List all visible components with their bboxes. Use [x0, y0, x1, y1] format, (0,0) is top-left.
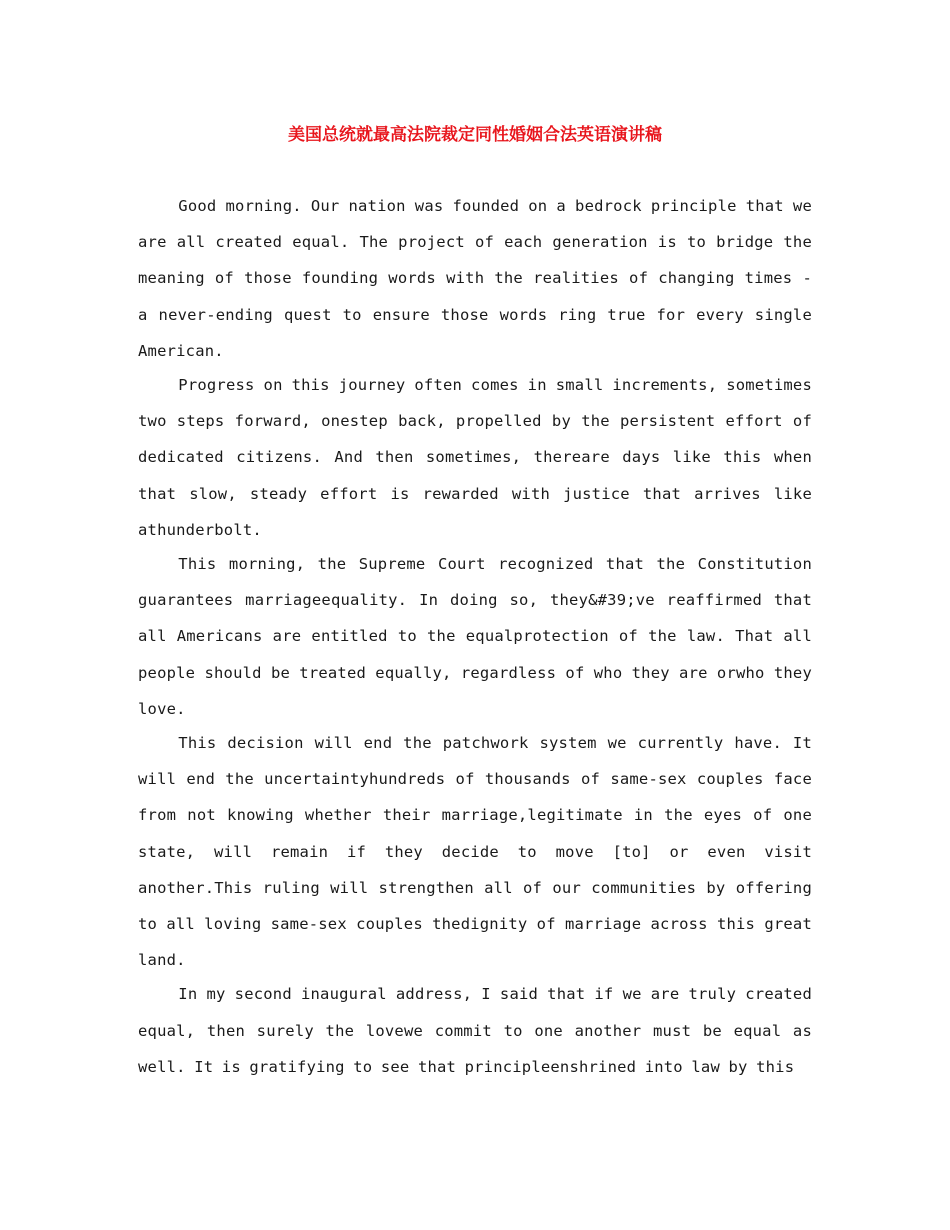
paragraph: Good morning. Our nation was founded on a bedrock principle that we are all created equal. The project of each generation is to bridge the meaning of those founding words with the realities of changing times - a never-ending quest to ensure those words ring true for every single American. [138, 197, 812, 360]
document-body [138, 188, 812, 1083]
document-title: 美国总统就最高法院裁定同性婚姻合法英语演讲稿 [288, 125, 662, 145]
paragraph: In my second inaugural address, I said that if we are truly created equal, then surely the lovewe commit to one another must be equal as well. It is gratifying to see that principleenshrined into law by this [138, 985, 812, 1076]
paragraph: This morning, the Supreme Court recognized that the Constitution guarantees marriageequality. In doing so, they&#39;ve reaffirmed that all Americans are entitled to the equalprotection of the law. That all people should be treated equally, regardless of who they are orwho they love. [138, 555, 812, 718]
paragraph: This decision will end the patchwork system we currently have. It will end the uncertaintyhundreds of thousands of same-sex couples face from not knowing whether their marriage,legitimate in the eyes of one state, will remain if they decide to move [to] or even visit another.This ruling will strengthen all of our communities by offering to all loving same-sex couples thedignity of marriage across this great land. [138, 734, 812, 970]
paragraph: Progress on this journey often comes in small increments, sometimes two steps forward, onestep back, propelled by the persistent effort of dedicated citizens. And then sometimes, thereare days like this when that slow, steady effort is rewarded with justice that arrives like athunderbolt. [138, 376, 812, 539]
